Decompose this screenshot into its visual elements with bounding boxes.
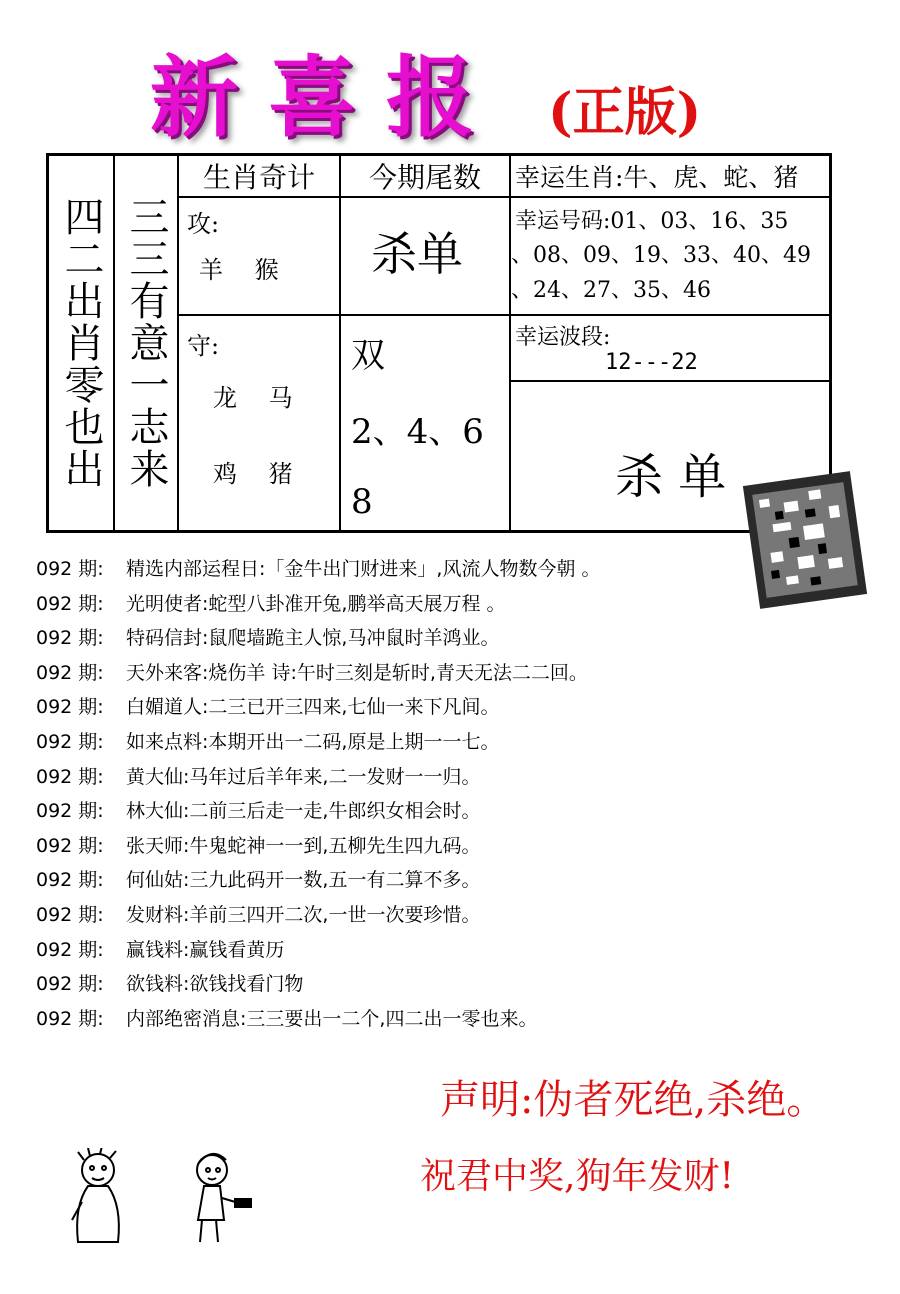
kill-single-main: 杀单: [371, 227, 463, 281]
list-item: [36, 1002, 856, 1037]
divider: [339, 156, 341, 530]
list-item: [36, 690, 856, 725]
kill-single-secondary: 杀 单: [615, 449, 727, 505]
divider: [509, 380, 829, 382]
list-item: [36, 794, 856, 829]
defend-label: 守:: [187, 332, 220, 360]
list-item-text: 何仙姑:三九此码开一数,五一有二算不多。: [126, 869, 481, 892]
period-label: 092 期:: [36, 903, 104, 926]
list-item-text: 特码信封:鼠爬墙跪主人惊,马冲鼠时羊鸿业。: [126, 627, 500, 650]
list-item-text: 黄大仙:马年过后羊年来,二一发财一一归。: [126, 765, 481, 788]
list-item: [36, 725, 856, 760]
list-item-text: 白媚道人:二三已开三四来,七仙一来下凡间。: [126, 696, 500, 719]
list-item: [36, 587, 856, 622]
lucky-numbers-line2: 、08、09、19、33、40、49: [511, 243, 811, 268]
cartoon-kid-icon: [182, 1148, 262, 1248]
divider: [509, 314, 829, 316]
list-item: [36, 898, 856, 933]
tail-parity: 双: [351, 336, 385, 376]
divider: [179, 314, 509, 316]
declaration-text: 声明:伪者死绝,杀绝。: [440, 1077, 827, 1123]
period-label: 092 期:: [36, 938, 104, 961]
period-label: 092 期:: [36, 696, 104, 719]
period-label: 092 期:: [36, 592, 104, 615]
list-item-text: 发财料:羊前三四开二次,一世一次要珍惜。: [126, 903, 481, 926]
list-item-text: 精选内部运程日:「金牛出门财进来」,风流人物数今朝 。: [126, 558, 601, 580]
header-lucky-zodiac: 幸运生肖:牛、虎、蛇、猪: [515, 163, 799, 192]
list-item: [36, 621, 856, 656]
header-zodiac: 生肖奇计: [202, 161, 315, 194]
header-tail: 今期尾数: [368, 161, 481, 194]
period-label: 092 期:: [36, 765, 104, 788]
lucky-numbers: [515, 204, 788, 235]
list-item-text: 张天师:牛鬼蛇神一一到,五柳先生四九码。: [126, 834, 481, 857]
period-label: 092 期:: [36, 730, 104, 753]
prophecy-list: [36, 552, 856, 1036]
lucky-band-value: 12---22: [605, 350, 698, 375]
lucky-numbers-line3: 、24、27、35、46: [511, 278, 711, 303]
list-item: [36, 863, 856, 898]
period-label: 092 期:: [36, 800, 104, 823]
period-label: 092 期:: [36, 834, 104, 857]
side-text-right: 三三有意一志来: [123, 196, 169, 490]
side-text-left: 四二出肖零也出: [58, 196, 104, 490]
period-label: 092 期:: [36, 558, 104, 580]
period-label: 092 期:: [36, 1007, 104, 1030]
list-item-text: 林大仙:二前三后走一走,牛郎织女相会时。: [126, 800, 481, 823]
list-item: [36, 552, 856, 587]
lucky-numbers-label: 幸运号码:: [515, 209, 611, 234]
list-item-text: 内部绝密消息:三三要出一二个,四二出一零也来。: [126, 1007, 538, 1030]
attack-label: 攻:: [187, 210, 220, 238]
list-item: [36, 656, 856, 691]
attack-values: 羊 猴: [199, 256, 279, 284]
list-item: [36, 760, 856, 795]
period-label: 092 期:: [36, 627, 104, 650]
defend-line2: 鸡 猪: [213, 460, 293, 488]
list-item-text: 欲钱料:欲钱找看门物: [126, 973, 304, 996]
period-label: 092 期:: [36, 973, 104, 996]
list-item: [36, 967, 856, 1002]
list-item: [36, 829, 856, 864]
prediction-board: [46, 153, 832, 533]
list-item-text: 赢钱料:赢钱看黄历: [126, 938, 285, 961]
period-label: 092 期:: [36, 869, 104, 892]
list-item-text: 如来点料:本期开出一二码,原是上期一一七。: [126, 730, 500, 753]
list-item: [36, 933, 856, 968]
period-label: 092 期:: [36, 661, 104, 684]
wish-text: 祝君中奖,狗年发财!: [420, 1156, 734, 1197]
divider: [509, 156, 511, 530]
list-item-text: 天外来客:烧伤羊 诗:午时三刻是斩时,青天无法二二回。: [126, 661, 588, 684]
defend-line1: 龙 马: [213, 384, 293, 412]
edition-label: (正版): [548, 82, 702, 143]
lucky-numbers-line1: 01、03、16、35: [610, 209, 789, 234]
tail-numbers-line2: 8: [351, 482, 373, 522]
side-column-right: [115, 156, 179, 530]
list-item-text: 光明使者:蛇型八卦准开兔,鹏举高天展万程 。: [126, 592, 506, 615]
side-column-left: [49, 156, 115, 530]
tail-numbers-line1: 2、4、6: [351, 412, 484, 452]
page-title: 新喜报: [150, 45, 505, 149]
lucky-band-label: 幸运波段:: [515, 325, 611, 350]
cartoon-man-icon: [60, 1148, 140, 1248]
